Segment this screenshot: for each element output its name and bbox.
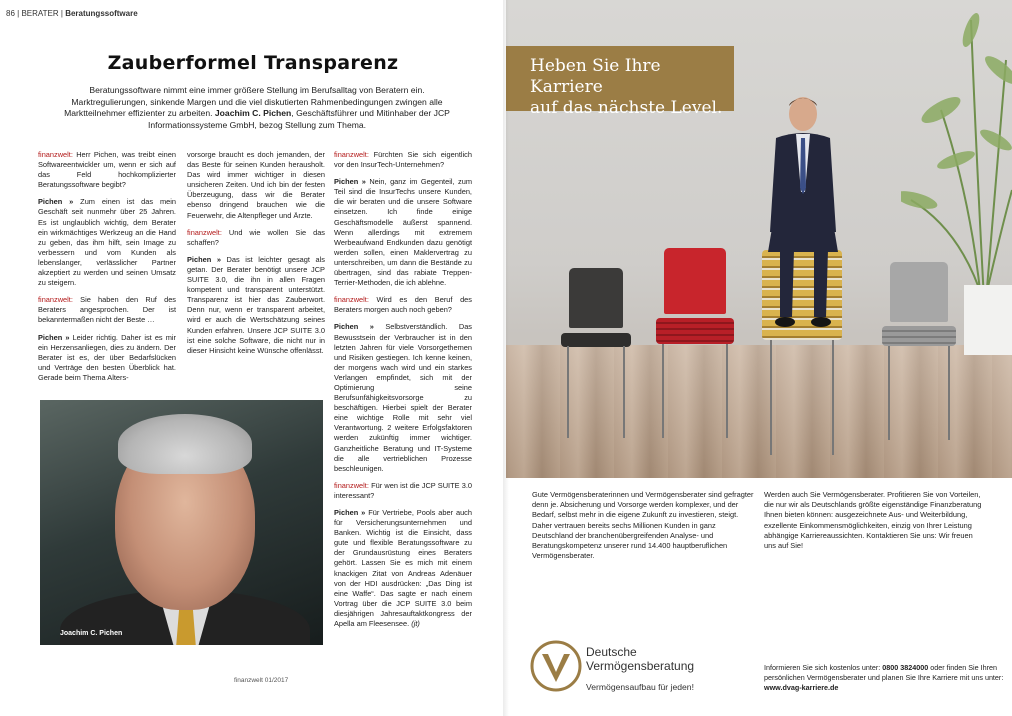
answer: Pichen » Selbstverständlich. Das Bewusstsein der Verbraucher ist in den letzten Jahren für viele Vorsorgethemen und Risiken gestiegen. Ich kenne keinen, der morgens wach wird und ein starkes Verlangen empfindet, sich mit der Optimierung seine Berufsunfähigkeitsvorsorge zu beschäftigen. Hierbei spielt der Berater eine wichtige Rolle mit sehr viel Verantwortung. 2 weitere Erfolgsfaktoren werden zukünftig immer wichtiger. Ganzheitliche Beratung und IT-Systeme die alle vertrieblichen Prozesse beschleunigen. <box>334 322 472 473</box>
ad-body-right: Werden auch Sie Vermögensberater. Profitieren Sie von Vorteilen, die nur wir als Deutschlands größte eigenständige Finanzberatung Ihnen bieten können: ausgezeichnete Aus- und Weiterbildung, exzellente Einkommensmöglichkeiten, einzig von Ihrer Leistung abhängige Karriereaussichten. Kontaktieren Sie uns: Wir freuen uns auf Sie! <box>764 490 982 551</box>
ad-contact-info: Informieren Sie sich kostenlos unter: 0800 3824000 oder finden Sie Ihren persönlichen Vermögensberater und planen Sie Ihre Karriere mit uns unter: www.dvag-karriere.de <box>764 663 1004 693</box>
right-page-advertisement <box>506 0 1012 716</box>
website-link[interactable]: www.dvag-karriere.de <box>764 683 839 693</box>
question: finanzwelt: Herr Pichen, was treibt einen Softwareentwickler um, wenn er sich auf das Feld hochkomplizierter Beratungssoftware begibt? <box>38 150 176 190</box>
lead-tail: , Geschäftsführer und Mitinhaber der JCP Informationssysteme GmbH, bezog Stellung zum Thema. <box>147 108 450 130</box>
photo-caption: Joachim C. Pichen <box>60 630 123 637</box>
dvag-logo-icon <box>530 640 582 692</box>
answer: Pichen » Leider richtig. Daher ist es mir ein Herzensanliegen, dies zu ändern. Der Berater ist es, der über Bedarfslücken und Verträge den besten Überblick hat. Gerade beim Thema Alters- <box>38 332 176 382</box>
lead-text: Beratungssoftware nimmt eine immer größere Stellung im Berufsalltag von Beratern ein. Marktregulierungen, sinkende Margen und die viel diskutierten Rahmenbedingungen zwingen alle Marktteilnehmer effizienter zu arbeiten. <box>64 85 443 118</box>
answer: Pichen » Das ist leichter gesagt als getan. Der Berater benötigt unsere JCP SUITE 3.0, die ihn in allen Fragen kompetent und transparent unterstützt. Transparenz ist hier das Zauberwort. Denn nur, wenn er transparent arbeitet, wird er auch die Wertschätzung seines Kunden erfahren. Unsere JCP SUITE 3.0 ist eine solche Software, die nicht nur in dieser Hinsicht keine Wünsche offenlässt. <box>187 254 325 355</box>
answer: Pichen » Für Vertriebe, Pools aber auch für Versicherungsunternehmen und Banken. Wichtig ist die Einsicht, dass gute und flexible Beratungssoftware zu der Grundausrüstung eines Beraters gehört. Lassen Sie es mich mit einem knackigen Zitat von Andreas Adenäuer von der HDI ausdrücken: „Das Ding ist eine Waffe“. Das sagte er nach einem Vortrag über die JCP SUITE 3.0 beim diesjährigen Jahresauftaktkongress der Apella am Fleesensee. (jt) <box>334 508 472 629</box>
phone-number: 0800 3824000 <box>882 663 929 672</box>
article-column-2 <box>187 150 325 363</box>
issue-footer: finanzwelt 01/2017 <box>234 677 289 684</box>
header-category: Beratungssoftware <box>65 9 138 18</box>
question: finanzwelt: Und wie wollen Sie das schaffen? <box>187 227 325 247</box>
page-header: 86 | BERATER | Beratungssoftware <box>6 9 138 18</box>
businessman-figure <box>758 92 848 332</box>
ad-photo-scene <box>506 0 1012 478</box>
page-number: 86 <box>6 9 15 18</box>
answer: Pichen » Nein, ganz im Gegenteil, zum Teil sind die InsurTechs unsere Kunden, die wir beraten und die unsere Software einsetzen. Ich finde einige Geschäftsmodelle äußerst spannend. Wenn allerdings mit extremem Werbeaufwand Endkunden dazu genötigt werden sollen, einen Maklervertrag zu unterschreiben, um dann die Bestände zu übertragen, sind das rabiate Treppen-Terrier-Methoden, die ich ablehne. <box>334 177 473 288</box>
ad-headline-banner <box>506 46 734 118</box>
question: finanzwelt: Sie haben den Ruf des Beraters angesprochen. Der ist bekanntermaßen nicht der Beste … <box>38 295 176 325</box>
portrait-photo <box>40 400 323 645</box>
ad-body-left: Gute Vermögensberaterinnen und Vermögensberater sind gefragter denn je. Absicherung und Vorsorge werden komplexer, und der Bedarf, selbst mehr in die eigene Zukunft zu investieren, steigt. Daher vertrauen bereits sechs Millionen Kunden in ganz Deutschland der branchenübergreifenden Analyse- und Beratungskompetenz unserer rund 14.400 hauptberuflichen Vermögensberater. <box>532 490 754 561</box>
page-spine-shadow <box>503 0 509 716</box>
question: finanzwelt: Für wen ist die JCP SUITE 3.0 interessant? <box>334 480 472 500</box>
article-column-1 <box>38 150 176 390</box>
article-lead <box>52 85 462 131</box>
grey-chair-stack <box>882 262 956 440</box>
article-column-3 <box>334 150 472 636</box>
lead-name: Joachim C. Pichen <box>214 108 292 118</box>
question: finanzwelt: Wird es den Beruf des Beraters morgen auch noch geben? <box>334 295 472 315</box>
header-section: BERATER <box>21 9 59 18</box>
ad-headline-line2: auf das nächste Level. <box>530 98 723 118</box>
brand-name: Deutsche Vermögensberatung <box>586 645 695 673</box>
brand-slogan: Vermögensaufbau für jeden! <box>586 682 694 692</box>
ad-headline-line1: Heben Sie Ihre Karriere <box>530 56 661 97</box>
red-chair-stack <box>656 248 734 438</box>
answer: Pichen » Zum einen ist das mein Geschäft seit nunmehr über 25 Jahren. Es ist unglaublich wichtig, dem Berater ein wirkmächtiges Werkzeug an die Hand zu geben, das ihm hilft, sein Image zu verbessern und vom Kunden als lebenslanger, verlässlicher Partner akzeptiert zu werden und seinen Umsatz zu steigern. <box>38 197 176 288</box>
plant-pot <box>964 285 1012 355</box>
question: finanzwelt: Fürchten Sie sich eigentlich vor den InsurTech-Unternehmen? <box>334 150 472 170</box>
answer-continued: vorsorge braucht es doch jemanden, der das Beste für seinen Kunden herausholt. Das wird immer wichtiger in diesen unsicheren Zeiten. Und ich bin der festen Überzeugung, dass wir die Berater ebenso dringend brauchen wie die Feuerwehr, die Altenpfleger und Ärzte. <box>187 150 325 220</box>
author-signature: (jt) <box>409 619 420 629</box>
article-title: Zauberformel Transparenz <box>107 52 399 74</box>
dark-chair <box>561 268 631 438</box>
